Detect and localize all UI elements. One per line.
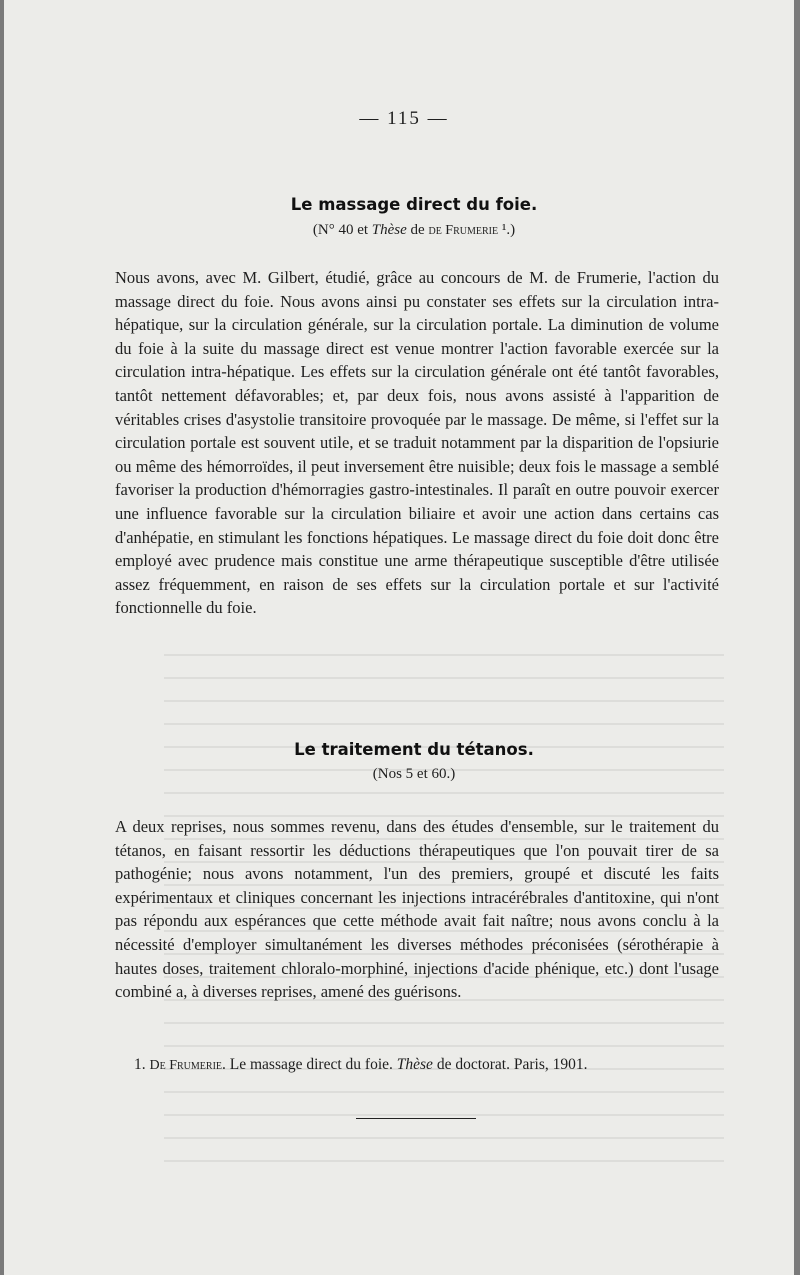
footnote-rest: de doctorat. Paris, 1901.	[432, 1056, 588, 1073]
paragraph-tetanos: A deux reprises, nous sommes revenu, dans des études d'ensemble, sur le traitement du tétanos, en faisant ressortir les déductions thérapeutiques que l'on pouvait tirer de sa pathogénie; nous avons notamment, l'un des premiers, groupé et discuté les faits expérimentaux et cliniques concernant les injections intracérébrales d'antitoxine, qui n'ont pas répondu aux espérances que cette méthode avait fait naître; nous avons conclu à la nécessité d'employer simultanément les diverses méthodes préconisées (sérothérapie à hautes doses, traitement chloralo-morphiné, injections d'acide phénique, etc.) dont l'usage combiné a, à diverses reprises, amené des guérisons.	[115, 817, 719, 1002]
footnote-author: De Frumerie	[149, 1058, 223, 1073]
section-reference-massage	[4, 222, 800, 239]
ref-de: de	[406, 222, 429, 238]
paragraph-massage: Nous avons, avec M. Gilbert, étudié, grâce au concours de M. de Frumerie, l'action du massage direct du foie. Nous avons ainsi pu constater ses effets sur la circulation intra-hépatique, sur la circulation générale, sur la circulation portale. La diminution de volume du foie à la suite du massage direct est venue montrer l'action favorable exercée sur la circulation intra-hépatique. Les effets sur la circulation générale ont été tantôt favorables, tantôt nettement défavorables; et, par deux fois, nous avons assisté à l'apparition de véritables crises d'asystolie transitoire provoquée par le massage. De même, si l'effet sur la circulation portale est souvent utile, et se traduit notamment par la disparition de l'opsiurie ou même des hémorroïdes, il peut inversement être nuisible; deux fois le massage a semblé favoriser la production d'hémorragies gastro-intestinales. Il paraît en outre pouvoir exercer une influence favorable sur la circulation biliaire et avoir une action dans certains cas d'anhépatie, en stimulant les fonctions hépatiques. Le massage direct du foie doit donc être employé avec prudence mais constitue une arme thérapeutique susceptible d'être utilisée assez fréquemment, en raison de ses effets sur la circulation portale et sur l'activité fonctionnelle du foie.	[115, 268, 719, 618]
footnote-number: 1.	[134, 1056, 150, 1073]
section-title-massage: Le massage direct du foie.	[290, 195, 538, 214]
closing-rule	[356, 1118, 476, 1119]
page-number: — 115 —	[359, 108, 449, 129]
ref-prefix: (N° 40 et	[312, 222, 372, 238]
footnote	[134, 1056, 734, 1074]
section-reference-tetanos: (Nos 5 et 60.)	[372, 766, 456, 782]
footnote-text: . Le massage direct du foie.	[222, 1056, 397, 1073]
ref-author: de Frumerie	[428, 223, 499, 238]
ref-italic: Thèse	[371, 222, 407, 238]
document-page	[4, 0, 794, 1275]
footnote-italic: Thèse	[396, 1056, 433, 1073]
ref-suffix: ¹.)	[498, 222, 516, 238]
section-title-tetanos: Le traitement du tétanos.	[294, 740, 534, 759]
